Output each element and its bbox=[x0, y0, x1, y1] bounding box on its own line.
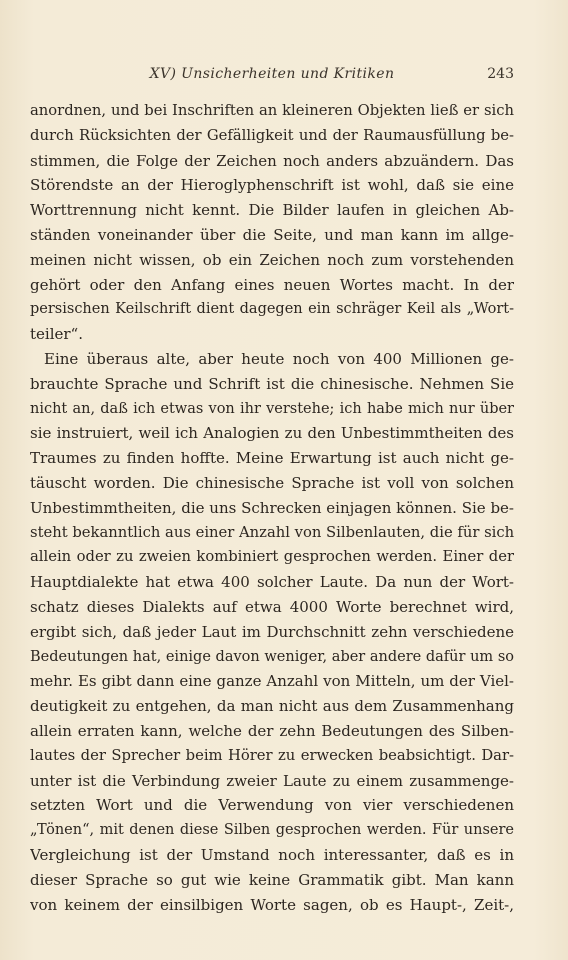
text-line: Unbestimmtheiten, die uns Schrecken einjagen können. Sie be- bbox=[30, 498, 514, 517]
text-line: setzten Wort und die Verwendung von vier verschiedenen bbox=[30, 796, 514, 815]
text-line: meinen nicht wissen, ob ein Zeichen noch zum vorstehenden bbox=[30, 250, 514, 269]
text-line: mehr. Es gibt dann eine ganze Anzahl von Mitteln, um der Viel- bbox=[30, 672, 514, 691]
text-line: Eine überaus alte, aber heute noch von 400 Millionen ge- bbox=[44, 349, 514, 368]
text-line: teiler“. bbox=[30, 325, 83, 344]
text-line: Vergleichung ist der Umstand noch interessanter, daß es in bbox=[30, 845, 514, 864]
text-line: stimmen, die Folge der Zeichen noch anders abzuändern. Das bbox=[30, 151, 514, 170]
text-line: persischen Keilschrift dient dagegen ein schräger Keil als „Wort- bbox=[30, 301, 514, 318]
text-line: Worttrennung nicht kennt. Die Bilder laufen in gleichen Ab- bbox=[30, 201, 514, 220]
text-line: täuscht worden. Die chinesische Sprache ist voll von solchen bbox=[30, 473, 514, 492]
text-line: schatz dieses Dialekts auf etwa 4000 Worte berechnet wird, bbox=[30, 597, 514, 616]
page-number: 243 bbox=[487, 66, 514, 82]
text-line: Bedeutungen hat, einige davon weniger, aber andere dafür um so bbox=[30, 648, 514, 665]
text-line: allein oder zu zweien kombiniert gesprochen werden. Einer der bbox=[30, 548, 514, 566]
page-header bbox=[30, 66, 514, 88]
text-line: Hauptdialekte hat etwa 400 solcher Laute. Da nun der Wort- bbox=[30, 573, 514, 592]
running-title: XV) Unsicherheiten und Kritiken bbox=[149, 66, 395, 82]
text-line: steht bekanntlich aus einer Anzahl von Silbenlauten, die für sich bbox=[30, 523, 514, 541]
text-line: deutigkeit zu entgehen, da man nicht aus dem Zusammenhang bbox=[30, 697, 514, 716]
text-line: unter ist die Verbindung zweier Laute zu einem zusammenge- bbox=[30, 771, 514, 790]
text-line: durch Rücksichten der Gefälligkeit und der Raumausfüllung be- bbox=[30, 126, 514, 144]
text-line: nicht an, daß ich etwas von ihr verstehe; ich habe mich nur über bbox=[30, 400, 514, 417]
text-line: „Tönen“, mit denen diese Silben gesprochen werden. Für unsere bbox=[30, 822, 514, 839]
text-line: gehört oder den Anfang eines neuen Wortes macht. In der bbox=[30, 275, 514, 294]
text-line: dieser Sprache so gut wie keine Grammatik gibt. Man kann bbox=[30, 870, 514, 889]
text-line: ergibt sich, daß jeder Laut im Durchschnitt zehn verschiedene bbox=[30, 622, 514, 641]
text-line: brauchte Sprache und Schrift ist die chinesische. Nehmen Sie bbox=[30, 374, 514, 393]
text-line: von keinem der einsilbigen Worte sagen, ob es Haupt-, Zeit-, bbox=[30, 895, 514, 914]
text-line: Störendste an der Hieroglyphenschrift ist wohl, daß sie eine bbox=[30, 176, 514, 195]
text-line: lautes der Sprecher beim Hörer zu erwecken beabsichtigt. Dar- bbox=[30, 746, 514, 764]
text-line: anordnen, und bei Inschriften an kleineren Objekten ließ er sich bbox=[30, 102, 514, 119]
body-text bbox=[30, 99, 514, 917]
text-line: allein erraten kann, welche der zehn Bedeutungen des Silben- bbox=[30, 721, 514, 740]
text-line: Traumes zu finden hoffte. Meine Erwartung ist auch nicht ge- bbox=[30, 449, 514, 468]
text-line: ständen voneinander über die Seite, und man kann im allge- bbox=[30, 225, 514, 244]
text-line: sie instruiert, weil ich Analogien zu den Unbestimmtheiten des bbox=[30, 424, 514, 443]
